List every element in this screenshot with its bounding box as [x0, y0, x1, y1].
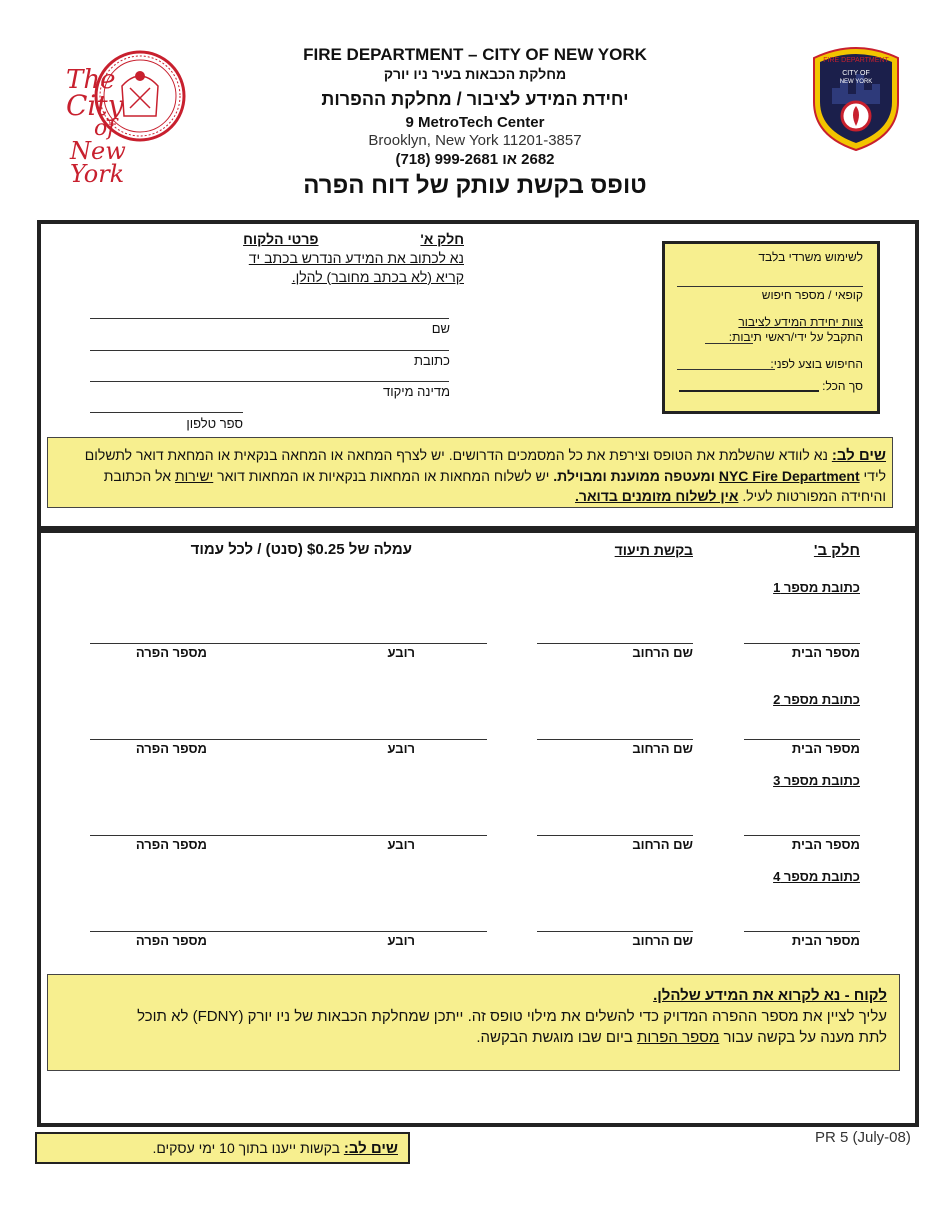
notice-text-1: נא לוודא שהשלמת את הטופס וצירפת את כל המסמכים הדרושים. יש לצרף המחאה או המחאה בנקאית או המחאת דואר לתשלום [84, 447, 828, 463]
customer-notice-text-2a: לתת מענה על בקשה עבור [723, 1029, 887, 1046]
fdny-patch-logo [808, 44, 904, 152]
part-b-heading: חלק ב' [813, 542, 860, 559]
notice-text-2f: אל הכתובת [103, 468, 172, 484]
state-zip-label: מדינה מיקוד [383, 384, 450, 399]
request-records-label: בקשת תיעוד [614, 542, 693, 558]
borough-violation-line[interactable] [90, 739, 487, 740]
phone-line[interactable] [90, 412, 243, 413]
search-label: החיפוש בוצע לפני: [770, 357, 863, 371]
received-label: התקבל על ידי/ראשי תיבות: [728, 330, 863, 344]
borough-label: רובע [387, 741, 415, 756]
notice-text-2a: לידי [863, 468, 886, 484]
city-of-new-york-logo [52, 46, 187, 188]
form-code: PR 5 (July-08) [815, 1129, 911, 1146]
street-name-line[interactable] [537, 739, 693, 740]
borough-violation-line[interactable] [90, 643, 487, 644]
office-use-box [662, 241, 880, 414]
phone-numbers: 2682 או 999-2681 (718) [395, 151, 555, 168]
street-name-line[interactable] [537, 835, 693, 836]
house-number-line[interactable] [744, 931, 860, 932]
phone-label: ספר טלפון [186, 416, 243, 431]
name-label: שם [431, 321, 450, 336]
part-a-instruction-2: קריא (לא בכתב מחובר) להלן. [291, 269, 464, 285]
unit-name: יחידת המידע לציבור / מחלקת ההפרות [321, 89, 629, 109]
address-title: כתובת מספר 2 [773, 692, 860, 707]
notice-no-cash: אין לשלוח מזומנים בדואר. [575, 488, 739, 504]
org-name-english: FIRE DEPARTMENT – CITY OF NEW YORK [303, 45, 647, 64]
fdny-shield-icon [808, 44, 904, 152]
fdny-text-mid: CITY OF [842, 70, 870, 77]
customer-notice-box [47, 974, 900, 1071]
fdny-text-top: FIRE DEPARTMENT [823, 57, 889, 64]
received-line[interactable] [705, 343, 753, 344]
street-name-label: שם הרחוב [632, 645, 693, 660]
house-number-label: מספר הבית [791, 741, 860, 756]
footer-note-lead: שים לב: [343, 1140, 398, 1157]
address-title: כתובת מספר 1 [773, 580, 860, 595]
address-street: 9 MetroTech Center [405, 114, 545, 131]
notice-box [47, 437, 893, 508]
customer-notice-text-2c: ביום שבו מוגשת הבקשה. [476, 1029, 633, 1046]
customer-notice-line-2 [60, 1027, 887, 1048]
footer-note-box [35, 1132, 410, 1164]
notice-line-2 [54, 466, 886, 486]
state-zip-line[interactable] [90, 381, 449, 382]
address-title: כתובת מספר 3 [773, 773, 860, 788]
name-line[interactable] [90, 318, 449, 319]
street-name-line[interactable] [537, 931, 693, 932]
org-name-hebrew: מחלקת הכבאות בעיר ניו יורק [383, 66, 567, 82]
total-label: סך הכל: [822, 379, 863, 393]
notice-text-3a: והיחידה המפורטות לעיל. [742, 488, 886, 504]
violation-number-label: מספר הפרה [135, 645, 207, 660]
notice-text-2d: יש לשלוח המחאות או המחאות בנקאיות או המחאות דואר [217, 468, 550, 484]
cashier-line[interactable] [677, 286, 863, 287]
form-title: טופס בקשת עותק של דוח הפרה [303, 172, 647, 199]
city-logo-text-the: The [66, 65, 116, 95]
search-line[interactable] [677, 369, 775, 370]
house-number-label: מספר הבית [791, 645, 860, 660]
part-a-heading: חלק א' [420, 231, 464, 247]
borough-violation-line[interactable] [90, 835, 487, 836]
street-name-label: שם הרחוב [632, 741, 693, 756]
street-name-label: שם הרחוב [632, 837, 693, 852]
house-number-line[interactable] [744, 643, 860, 644]
violation-number-label: מספר הפרה [135, 741, 207, 756]
house-number-line[interactable] [744, 835, 860, 836]
unit-team-label: צוות יחידת המידע לציבור [738, 315, 863, 329]
address-city: Brooklyn, New York 11201-3857 [368, 132, 582, 149]
house-number-label: מספר הבית [791, 837, 860, 852]
borough-label: רובע [387, 933, 415, 948]
borough-label: רובע [387, 837, 415, 852]
part-a-header [200, 231, 464, 247]
notice-lead: שים לב: [831, 447, 886, 464]
cashier-label: קופאי / מספר חיפוש [761, 288, 863, 302]
office-use-title: לשימוש משרדי בלבד [758, 250, 863, 264]
city-logo-text-newyork: New York [70, 137, 126, 188]
fee-label: עמלה של $0.25 (סנט) / לכל עמוד [190, 541, 412, 558]
footer-note-text: בקשות ייענו בתוך 10 ימי עסקים. [152, 1140, 340, 1156]
city-logo-text-city: City [66, 88, 124, 122]
street-name-label: שם הרחוב [632, 933, 693, 948]
borough-label: רובע [387, 645, 415, 660]
total-line[interactable] [679, 390, 819, 392]
notice-payee: NYC Fire Department [718, 468, 860, 484]
customer-notice-line-1: עליך לציין את מספר ההפרה המדויק כדי להשלים את מילוי טופס זה. ייתכן שמחלקת הכבאות של ניו יורק (FDNY) לא תוכל [137, 1008, 887, 1025]
customer-notice-heading: לקוח - נא לקרוא את המידע שלהלן. [653, 987, 887, 1004]
house-number-line[interactable] [744, 739, 860, 740]
city-logo-text-of: of [94, 116, 116, 142]
address-line[interactable] [90, 350, 449, 351]
notice-line-3 [54, 486, 886, 506]
address-title: כתובת מספר 4 [773, 869, 860, 884]
address-label: כתובת [414, 353, 450, 368]
notice-text-2c: ומעטפה ממוענת ומבוילת. [553, 468, 715, 484]
violation-number-label: מספר הפרה [135, 933, 207, 948]
notice-line-1 [54, 445, 886, 466]
violation-number-label: מספר הפרה [135, 837, 207, 852]
part-a-subheading: פרטי הלקוח [243, 231, 319, 247]
borough-violation-line[interactable] [90, 931, 487, 932]
notice-text-2e: ישירות [174, 468, 214, 484]
part-a-instruction-1: נא לכתוב את המידע הנדרש בכתב יד [248, 250, 464, 266]
house-number-label: מספר הבית [791, 933, 860, 948]
street-name-line[interactable] [537, 643, 693, 644]
customer-notice-text-2b: מספר הפרות [637, 1029, 720, 1046]
fdny-text-bottom: NEW YORK [839, 79, 873, 85]
